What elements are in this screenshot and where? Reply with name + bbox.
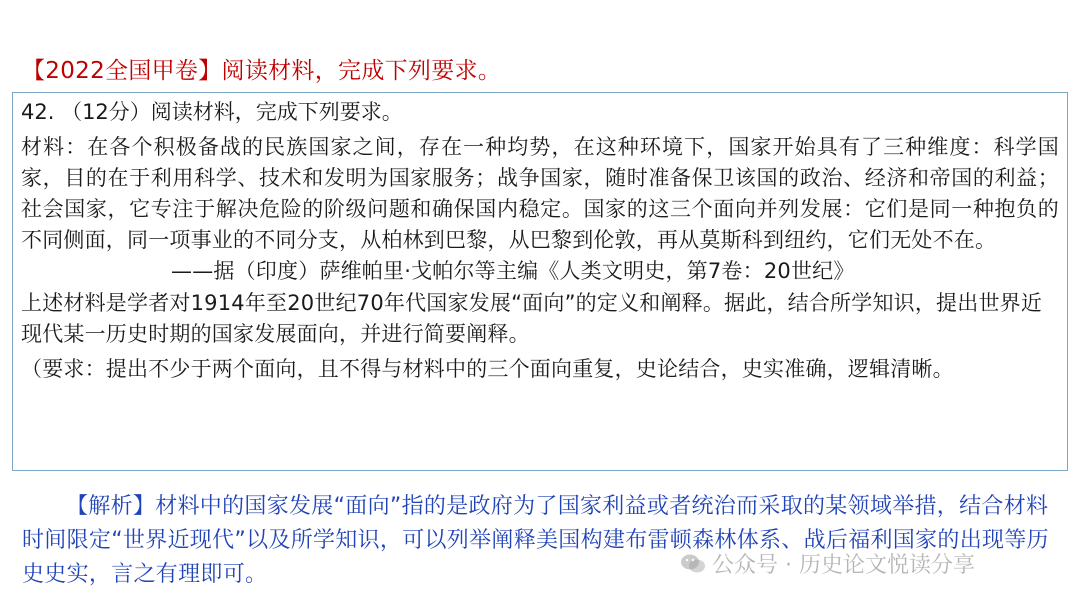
wechat-icon — [680, 553, 706, 575]
question-prompt: 上述材料是学者对1914年至20世纪70年代国家发展“面向”的定义和阐释。据此，结合所学知识，提出世界近现代某一历史时期的国家发展面向，并进行简要阐释。 — [21, 291, 1043, 346]
analysis-text: 【解析】材料中的国家发展“面向”指的是政府为了国家利益或者统治而采取的某领域举措，结合材料时间限定“世界近现代”以及所学知识，可以列举阐释美国构建布雷顿森林体系、战后福利国家的出现等历史史实，言之有理即可。 — [22, 494, 1049, 587]
material-source: ——据（印度）萨维帕里·戈帕尔等主编《人类文明史，第7卷：20世纪》 — [171, 259, 855, 283]
watermark — [680, 548, 975, 579]
watermark-text: 公众号 · 历史论文悦读分享 — [712, 553, 975, 578]
question-box — [12, 92, 1068, 471]
exam-heading: 【2022全国甲卷】阅读材料，完成下列要求。 — [22, 58, 502, 84]
question-title: 42. （12分）阅读材料，完成下列要求。 — [21, 100, 403, 124]
question-requirement: （要求：提出不少于两个面向，且不得与材料中的三个面向重复，史论结合，史实准确，逻辑清晰。 — [21, 357, 954, 381]
question-material: 材料：在各个积极备战的民族国家之间，存在一种均势，在这种环境下，国家开始具有了三种维度：科学国家，目的在于利用科学、技术和发明为国家服务；战争国家，随时准备保卫该国的政治、经济和帝国的利益；社会国家，它专注于解决危险的阶级问题和确保国内稳定。国家的这三个面向并列发展：它们是同一种抱负的不同侧面，同一项事业的不同分支，从柏林到巴黎，从巴黎到伦敦，再从莫斯科到纽约，它们无处不在。 — [21, 135, 1059, 252]
